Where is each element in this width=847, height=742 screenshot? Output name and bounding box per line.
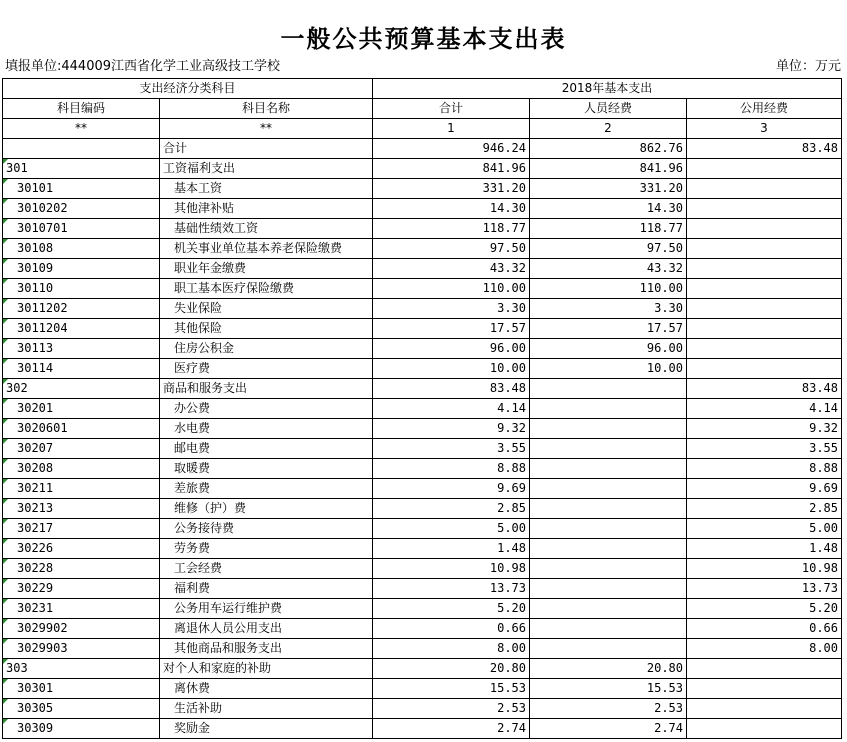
public-cell: 9.69 xyxy=(687,479,842,499)
personnel-cell: 2.53 xyxy=(530,699,687,719)
table-row xyxy=(3,359,842,379)
table-row xyxy=(3,479,842,499)
code-cell: 30228 xyxy=(3,559,160,579)
total-cell: 43.32 xyxy=(373,259,530,279)
personnel-cell xyxy=(530,619,687,639)
personnel-cell xyxy=(530,379,687,399)
name-cell: 对个人和家庭的补助 xyxy=(160,659,373,679)
public-cell xyxy=(687,699,842,719)
total-cell: 8.88 xyxy=(373,459,530,479)
code-cell: 30217 xyxy=(3,519,160,539)
total-cell: 97.50 xyxy=(373,239,530,259)
table-row xyxy=(3,139,842,159)
code-cell: 30208 xyxy=(3,459,160,479)
public-cell: 10.98 xyxy=(687,559,842,579)
personnel-cell xyxy=(530,479,687,499)
name-cell: 邮电费 xyxy=(160,439,373,459)
public-cell: 1.48 xyxy=(687,539,842,559)
total-cell: 118.77 xyxy=(373,219,530,239)
header-index-row xyxy=(3,119,842,139)
total-cell: 14.30 xyxy=(373,199,530,219)
table-row xyxy=(3,499,842,519)
code-cell: 30213 xyxy=(3,499,160,519)
total-cell: 20.80 xyxy=(373,659,530,679)
code-cell: 30207 xyxy=(3,439,160,459)
filing-unit-label: 填报单位:444009江西省化学工业高级技工学校 xyxy=(5,59,281,74)
total-cell: 2.85 xyxy=(373,499,530,519)
total-cell: 331.20 xyxy=(373,179,530,199)
table-row xyxy=(3,179,842,199)
personnel-cell xyxy=(530,419,687,439)
code-cell: 3011204 xyxy=(3,319,160,339)
total-cell: 9.32 xyxy=(373,419,530,439)
code-cell: 30301 xyxy=(3,679,160,699)
code-cell: 30201 xyxy=(3,399,160,419)
code-cell: 3029903 xyxy=(3,639,160,659)
table-row xyxy=(3,619,842,639)
total-cell: 5.00 xyxy=(373,519,530,539)
name-cell: 奖励金 xyxy=(160,719,373,739)
total-cell: 110.00 xyxy=(373,279,530,299)
name-cell: 公务接待费 xyxy=(160,519,373,539)
total-cell: 2.53 xyxy=(373,699,530,719)
personnel-cell: 17.57 xyxy=(530,319,687,339)
table-row xyxy=(3,199,842,219)
table-row xyxy=(3,259,842,279)
budget-table xyxy=(2,78,842,739)
total-cell: 5.20 xyxy=(373,599,530,619)
table-row xyxy=(3,379,842,399)
table-row xyxy=(3,679,842,699)
index-name: ** xyxy=(160,119,373,139)
personnel-cell xyxy=(530,559,687,579)
name-cell: 工会经费 xyxy=(160,559,373,579)
header-group-classification: 支出经济分类科目 xyxy=(3,79,373,99)
public-cell: 13.73 xyxy=(687,579,842,599)
name-cell: 水电费 xyxy=(160,419,373,439)
personnel-cell: 14.30 xyxy=(530,199,687,219)
name-cell: 合计 xyxy=(160,139,373,159)
table-row xyxy=(3,699,842,719)
personnel-cell: 15.53 xyxy=(530,679,687,699)
public-cell xyxy=(687,339,842,359)
header-total: 合计 xyxy=(373,99,530,119)
personnel-cell: 20.80 xyxy=(530,659,687,679)
total-cell: 15.53 xyxy=(373,679,530,699)
header-code: 科目编码 xyxy=(3,99,160,119)
name-cell: 公务用车运行维护费 xyxy=(160,599,373,619)
personnel-cell xyxy=(530,599,687,619)
table-row xyxy=(3,519,842,539)
personnel-cell: 2.74 xyxy=(530,719,687,739)
public-cell: 0.66 xyxy=(687,619,842,639)
index-public: 3 xyxy=(687,119,842,139)
total-cell: 10.98 xyxy=(373,559,530,579)
personnel-cell: 43.32 xyxy=(530,259,687,279)
personnel-cell xyxy=(530,399,687,419)
total-cell: 96.00 xyxy=(373,339,530,359)
code-cell: 301 xyxy=(3,159,160,179)
total-cell: 2.74 xyxy=(373,719,530,739)
personnel-cell: 10.00 xyxy=(530,359,687,379)
table-row xyxy=(3,279,842,299)
table-row xyxy=(3,639,842,659)
name-cell: 取暖费 xyxy=(160,459,373,479)
code-cell: 30229 xyxy=(3,579,160,599)
personnel-cell: 96.00 xyxy=(530,339,687,359)
public-cell xyxy=(687,719,842,739)
public-cell: 83.48 xyxy=(687,379,842,399)
budget-table-body xyxy=(3,79,842,739)
code-cell: 30113 xyxy=(3,339,160,359)
total-cell: 3.30 xyxy=(373,299,530,319)
code-cell: 30211 xyxy=(3,479,160,499)
public-cell xyxy=(687,679,842,699)
code-cell: 30101 xyxy=(3,179,160,199)
public-cell: 5.00 xyxy=(687,519,842,539)
table-row xyxy=(3,399,842,419)
public-cell: 8.00 xyxy=(687,639,842,659)
code-cell: 30109 xyxy=(3,259,160,279)
table-row xyxy=(3,239,842,259)
name-cell: 其他津补贴 xyxy=(160,199,373,219)
name-cell: 医疗费 xyxy=(160,359,373,379)
name-cell: 办公费 xyxy=(160,399,373,419)
code-cell xyxy=(3,139,160,159)
total-cell: 946.24 xyxy=(373,139,530,159)
personnel-cell: 97.50 xyxy=(530,239,687,259)
personnel-cell: 331.20 xyxy=(530,179,687,199)
public-cell xyxy=(687,659,842,679)
table-row xyxy=(3,159,842,179)
personnel-cell xyxy=(530,499,687,519)
code-cell: 3011202 xyxy=(3,299,160,319)
table-row xyxy=(3,539,842,559)
public-cell xyxy=(687,319,842,339)
total-cell: 3.55 xyxy=(373,439,530,459)
personnel-cell: 118.77 xyxy=(530,219,687,239)
table-row xyxy=(3,319,842,339)
code-cell: 30108 xyxy=(3,239,160,259)
name-cell: 住房公积金 xyxy=(160,339,373,359)
code-cell: 302 xyxy=(3,379,160,399)
table-row xyxy=(3,299,842,319)
code-cell: 30309 xyxy=(3,719,160,739)
public-cell: 8.88 xyxy=(687,459,842,479)
name-cell: 生活补助 xyxy=(160,699,373,719)
name-cell: 基础性绩效工资 xyxy=(160,219,373,239)
total-cell: 83.48 xyxy=(373,379,530,399)
code-cell: 30114 xyxy=(3,359,160,379)
total-cell: 17.57 xyxy=(373,319,530,339)
name-cell: 基本工资 xyxy=(160,179,373,199)
public-cell xyxy=(687,259,842,279)
total-cell: 841.96 xyxy=(373,159,530,179)
public-cell: 9.32 xyxy=(687,419,842,439)
name-cell: 福利费 xyxy=(160,579,373,599)
public-cell xyxy=(687,179,842,199)
code-cell: 30231 xyxy=(3,599,160,619)
name-cell: 离休费 xyxy=(160,679,373,699)
code-cell: 3029902 xyxy=(3,619,160,639)
name-cell: 维修（护）费 xyxy=(160,499,373,519)
header-group-year: 2018年基本支出 xyxy=(373,79,842,99)
name-cell: 机关事业单位基本养老保险缴费 xyxy=(160,239,373,259)
personnel-cell xyxy=(530,579,687,599)
page-title: 一般公共预算基本支出表 xyxy=(280,24,567,53)
table-row xyxy=(3,579,842,599)
public-cell xyxy=(687,359,842,379)
name-cell: 商品和服务支出 xyxy=(160,379,373,399)
public-cell: 5.20 xyxy=(687,599,842,619)
code-cell: 3010202 xyxy=(3,199,160,219)
name-cell: 差旅费 xyxy=(160,479,373,499)
code-cell: 30110 xyxy=(3,279,160,299)
personnel-cell: 110.00 xyxy=(530,279,687,299)
personnel-cell: 862.76 xyxy=(530,139,687,159)
table-row xyxy=(3,459,842,479)
personnel-cell xyxy=(530,539,687,559)
header-name: 科目名称 xyxy=(160,99,373,119)
total-cell: 10.00 xyxy=(373,359,530,379)
name-cell: 其他保险 xyxy=(160,319,373,339)
header-group-row xyxy=(3,79,842,99)
header-personnel: 人员经费 xyxy=(530,99,687,119)
personnel-cell: 841.96 xyxy=(530,159,687,179)
personnel-cell xyxy=(530,639,687,659)
index-total: 1 xyxy=(373,119,530,139)
table-row xyxy=(3,419,842,439)
total-cell: 0.66 xyxy=(373,619,530,639)
table-row xyxy=(3,599,842,619)
code-cell: 30226 xyxy=(3,539,160,559)
total-cell: 1.48 xyxy=(373,539,530,559)
total-cell: 8.00 xyxy=(373,639,530,659)
table-row xyxy=(3,659,842,679)
public-cell xyxy=(687,219,842,239)
public-cell xyxy=(687,159,842,179)
personnel-cell xyxy=(530,519,687,539)
name-cell: 劳务费 xyxy=(160,539,373,559)
name-cell: 职工基本医疗保险缴费 xyxy=(160,279,373,299)
public-cell: 83.48 xyxy=(687,139,842,159)
header-public: 公用经费 xyxy=(687,99,842,119)
personnel-cell: 3.30 xyxy=(530,299,687,319)
public-cell xyxy=(687,239,842,259)
header-columns-row xyxy=(3,99,842,119)
table-row xyxy=(3,219,842,239)
index-personnel: 2 xyxy=(530,119,687,139)
table-row xyxy=(3,559,842,579)
total-cell: 9.69 xyxy=(373,479,530,499)
public-cell xyxy=(687,199,842,219)
table-row xyxy=(3,439,842,459)
currency-unit-label: 单位：万元 xyxy=(775,59,841,74)
public-cell: 4.14 xyxy=(687,399,842,419)
code-cell: 3020601 xyxy=(3,419,160,439)
total-cell: 4.14 xyxy=(373,399,530,419)
public-cell xyxy=(687,299,842,319)
personnel-cell xyxy=(530,439,687,459)
personnel-cell xyxy=(530,459,687,479)
public-cell: 2.85 xyxy=(687,499,842,519)
table-row xyxy=(3,719,842,739)
name-cell: 离退休人员公用支出 xyxy=(160,619,373,639)
name-cell: 职业年金缴费 xyxy=(160,259,373,279)
name-cell: 其他商品和服务支出 xyxy=(160,639,373,659)
name-cell: 失业保险 xyxy=(160,299,373,319)
code-cell: 303 xyxy=(3,659,160,679)
name-cell: 工资福利支出 xyxy=(160,159,373,179)
public-cell: 3.55 xyxy=(687,439,842,459)
index-code: ** xyxy=(3,119,160,139)
table-row xyxy=(3,339,842,359)
code-cell: 30305 xyxy=(3,699,160,719)
public-cell xyxy=(687,279,842,299)
code-cell: 3010701 xyxy=(3,219,160,239)
total-cell: 13.73 xyxy=(373,579,530,599)
